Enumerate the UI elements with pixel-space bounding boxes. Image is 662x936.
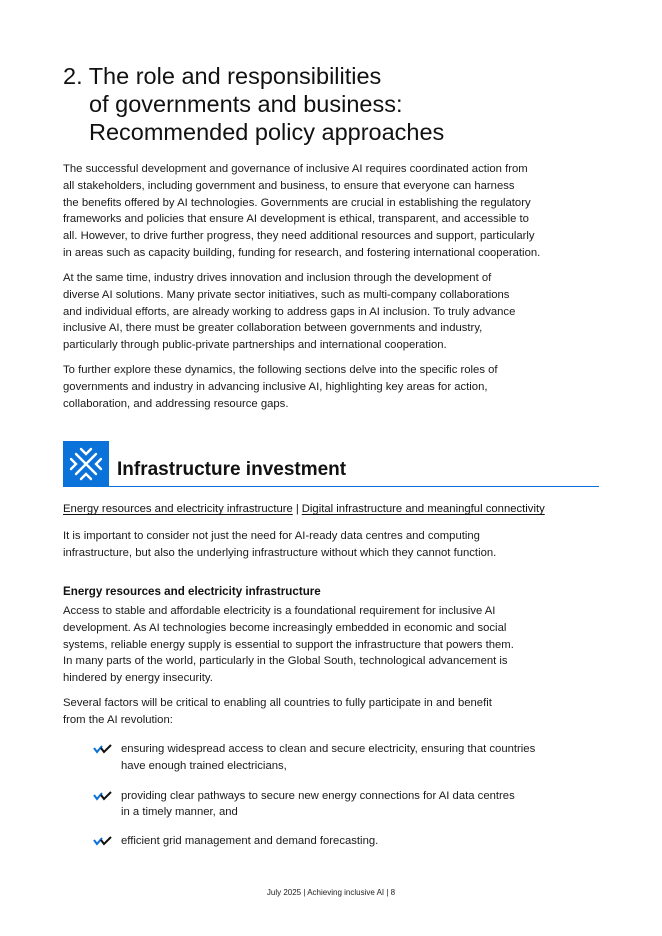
- text-line: governments and industry in advancing inclusive AI, highlighting key areas for action,: [63, 380, 488, 393]
- energy-paragraph-2: [63, 695, 608, 729]
- subsection-heading: Energy resources and electricity infrastructure: [63, 585, 321, 598]
- text-line: all stakeholders, including government and business, to ensure that everyone can harness: [63, 179, 515, 192]
- connectivity-cross-icon: [63, 441, 109, 487]
- text-line: efficient grid management and demand forecasting.: [121, 835, 379, 848]
- text-line: In many parts of the world, particularly in the Global South, technological advancement is: [63, 655, 508, 668]
- text-line: diverse AI solutions. Many private sector initiatives, such as multi-company collaborations: [63, 288, 510, 301]
- text-line: Access to stable and affordable electricity is a foundational requirement for inclusive AI: [63, 605, 496, 617]
- page-title: [63, 62, 603, 146]
- title-line: Recommended policy approaches: [89, 119, 445, 145]
- title-line: 2. The role and responsibilities: [63, 63, 382, 89]
- text-line: and individual efforts, are already working to address gaps in AI inclusion. To truly advance: [63, 305, 516, 318]
- section-divider: [109, 486, 599, 487]
- text-line: systems, reliable energy supply is essential to support the infrastructure that powers them.: [63, 638, 514, 651]
- section-header: [63, 441, 599, 487]
- link-separator: |: [295, 503, 299, 515]
- list-item: [93, 833, 603, 850]
- double-check-icon: [93, 744, 113, 754]
- intro-paragraph-2: [63, 270, 608, 354]
- text-line: all. However, to drive further progress, they need additional resources and support, particularly: [63, 230, 535, 243]
- text-line: in a timely manner, and: [121, 806, 238, 819]
- double-check-icon: [93, 836, 113, 846]
- text-line: collaboration, and addressing resource gaps.: [63, 397, 289, 410]
- text-line: providing clear pathways to secure new energy connections for AI data centres: [121, 789, 515, 802]
- text-line: frameworks and policies that ensure AI development is ethical, transparent, and accessible to: [63, 213, 529, 226]
- page-footer: July 2025 | Achieving inclusive AI | 8: [266, 888, 396, 897]
- section-links: [63, 501, 545, 517]
- energy-paragraph-1: [63, 603, 608, 687]
- section-intro: [63, 528, 608, 562]
- text-line: in areas such as capacity building, funding for research, and fostering international cooperation.: [63, 246, 541, 259]
- text-line: ensuring widespread access to clean and secure electricity, ensuring that countries: [121, 743, 536, 755]
- link-energy-resources[interactable]: Energy resources and electricity infrastructure: [63, 503, 293, 515]
- factor-list: [93, 741, 603, 850]
- text-line: The successful development and governance of inclusive AI requires coordinated action from: [63, 163, 528, 175]
- text-line: particularly through public-private partnerships and international cooperation.: [63, 339, 447, 352]
- text-line: from the AI revolution:: [63, 713, 173, 726]
- text-line: It is important to consider not just the need for AI-ready data centres and computing: [63, 530, 480, 542]
- intro-paragraph-1: [63, 161, 608, 262]
- text-line: At the same time, industry drives innovation and inclusion through the development of: [63, 272, 492, 284]
- text-line: hindered by energy insecurity.: [63, 672, 213, 685]
- text-line: inclusive AI, there must be greater collaboration between governments and industry,: [63, 322, 483, 335]
- text-line: the benefits offered by AI technologies. Governments are crucial in establishing the regulatory: [63, 196, 531, 209]
- title-line: of governments and business:: [89, 91, 403, 117]
- intro-paragraph-3: [63, 362, 608, 412]
- list-item: [93, 741, 603, 775]
- text-line: development. As AI technologies become increasingly embedded in economic and social: [63, 621, 507, 634]
- link-digital-infrastructure[interactable]: Digital infrastructure and meaningful connectivity: [301, 503, 545, 515]
- text-line: Several factors will be critical to enabling all countries to fully participate in and benefit: [63, 697, 492, 709]
- double-check-icon: [93, 791, 113, 801]
- text-line: have enough trained electricians,: [121, 759, 287, 772]
- list-item: [93, 788, 603, 822]
- text-line: infrastructure, but also the underlying infrastructure without which they cannot function.: [63, 546, 497, 559]
- text-line: To further explore these dynamics, the following sections delve into the specific roles of: [63, 364, 498, 376]
- section-title: Infrastructure investment: [117, 459, 347, 480]
